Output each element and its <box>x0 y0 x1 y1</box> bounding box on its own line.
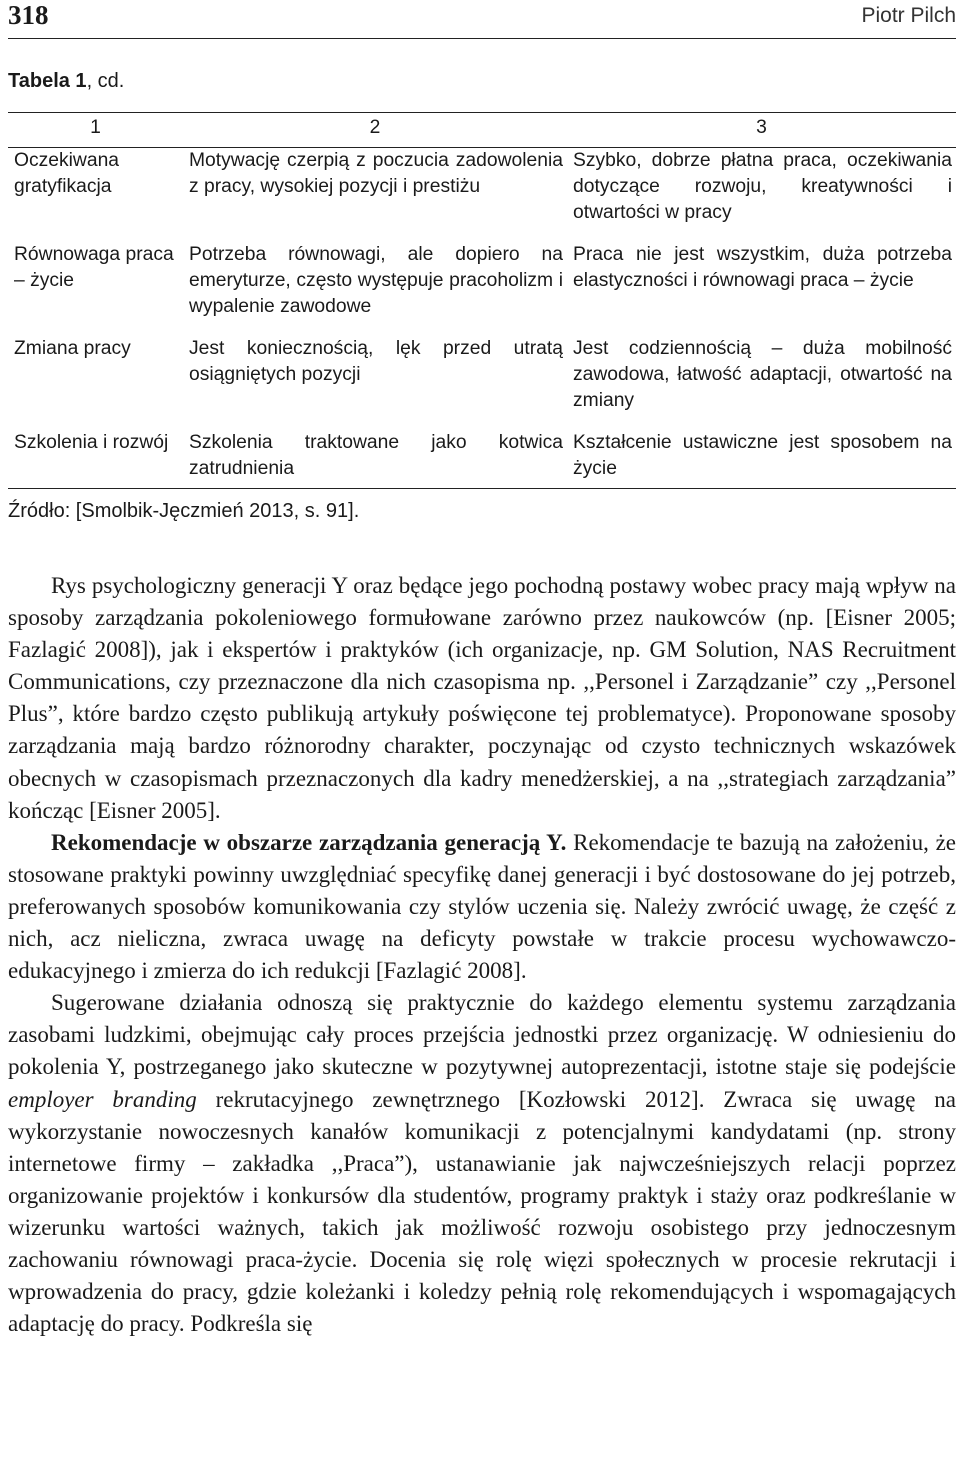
emphasis-term: employer branding <box>8 1086 197 1112</box>
paragraph <box>8 827 956 987</box>
table-row <box>8 242 956 336</box>
table-row <box>8 148 956 243</box>
table-source: Źródło: [Smolbik-Jęczmień 2013, s. 91]. <box>8 500 360 522</box>
table-header-row <box>8 113 956 148</box>
table-cell-category: Równowaga praca – życie <box>14 244 174 291</box>
running-author: Piotr Pilch <box>861 4 956 27</box>
table-cell-col2: Szkolenia traktowane jako kotwica zatrudnienia <box>183 430 567 489</box>
column-header-3: 3 <box>567 113 956 148</box>
table-cell-col2: Potrzeba równowagi, ale dopiero na emeryturze, często występuje pracoholizm i wypalenie zawodowe <box>189 244 563 317</box>
paragraph: Rys psychologiczny generacji Y oraz będące jego pochodną postawy wobec pracy mają wpływ na sposoby zarządzania pokoleniowego formułowane zarówno przez naukowców (np. [Eisner 2005; Fazlagić 2008]), jak i ekspertów i praktyków (ich organizacje, np. GM Solution, NAS Recruitment Communications, czy przeznaczone dla nich czasopisma np. ,,Personel i Zarządzanie” czy ,,Personel Plus”, które bardzo często publikują artykuły poświęcone tej problematyce). Proponowane sposoby zarządzania mają bardzo różnorodny charakter, poczynając od czysto technicznych wskazówek obecnych w czasopismach przeznaczonych dla kadry menedżerskiej, a na ,,strategiach zarządzania” kończąc [Eisner 2005]. <box>8 573 956 823</box>
page-number: 318 <box>8 0 49 30</box>
table-row <box>8 336 956 430</box>
table-cell-col3: Praca nie jest wszystkim, duża potrzeba elastyczności i równowagi praca – życie <box>573 244 952 291</box>
column-header-2: 2 <box>183 113 567 148</box>
comparison-table <box>8 112 956 489</box>
page-header <box>8 0 956 39</box>
table-caption <box>8 70 124 93</box>
column-header-1: 1 <box>8 113 183 148</box>
table-cell-col2: Jest koniecznością, lęk przed utratą osiągniętych pozycji <box>189 338 563 385</box>
table-row <box>8 430 956 489</box>
paragraph-text: Rekomendacje te bazują na założeniu, że stosowane praktyki powinny uwzględniać specyfikę danej generacji i być dostosowane do jej potrzeb, preferowanych sposobów komunikowania czy stylów uczenia się. Należy zwrócić uwagę, że część z nich, acz nieliczna, zwraca uwagę na deficyty powstałe w trakcie procesu wychowawczo-edukacyjnego i zmierza do ich redukcji [Fazlagić 2008]. <box>8 829 956 984</box>
table-cell-col3: Szybko, dobrze płatna praca, oczekiwania dotyczące rozwoju, kreatywności i otwartości w pracy <box>573 150 952 223</box>
table-cell-col3: Kształcenie ustawiczne jest sposobem na życie <box>567 430 956 489</box>
body-text <box>8 570 956 1340</box>
table-cell-category: Szkolenia i rozwój <box>8 430 183 489</box>
paragraph-text: Sugerowane działania odnoszą się praktycznie do każdego elementu systemu zarządzania zasobami ludzkimi, obejmując cały proces przejścia jednostki przez organizację. W odniesieniu do pokolenia Y, postrzeganego jako skuteczne w pozytywnej autoprezentacji, istotne staje się podejście <box>8 990 956 1080</box>
table-cell-category: Oczekiwana gratyfikacja <box>14 150 120 197</box>
paragraph <box>8 987 956 1340</box>
table-cell-category: Zmiana pracy <box>14 338 131 359</box>
table-cell-col2: Motywację czerpią z poczucia zadowolenia z pracy, wysokiej pozycji i prestiżu <box>189 150 563 197</box>
table-caption-label: Tabela 1 <box>8 70 87 92</box>
table-cell-col3: Jest codziennością – duża mobilność zawodowa, łatwość adaptacji, otwartość na zmiany <box>573 338 952 411</box>
table-caption-suffix: , cd. <box>86 70 125 92</box>
section-heading: Rekomendacje w obszarze zarządzania generacją Y. <box>51 829 567 855</box>
paragraph-text: rekrutacyjnego zewnętrznego [Kozłowski 2012]. Zwraca się uwagę na wykorzystanie nowoczesnych kanałów komunikacji z potencjalnymi kandydatami (np. strony internetowe firmy – zakładka ,,Praca”), ustanawianie jak najwcześniejszych relacji poprzez organizowanie projektów i konkursów dla studentów, programy praktyk i staży oraz podkreślanie w wizerunku wartości ważnych, takich jak możliwość rozwoju osobistego przy jednoczesnym zachowaniu równowagi praca-życie. Docenia się rolę więzi społecznych w procesie rekrutacji i wprowadzenia do pracy, gdzie koleżanki i koledzy pełnią rolę rekomendujących i wspomagających adaptację do pracy. Podkreśla się <box>8 1086 956 1337</box>
